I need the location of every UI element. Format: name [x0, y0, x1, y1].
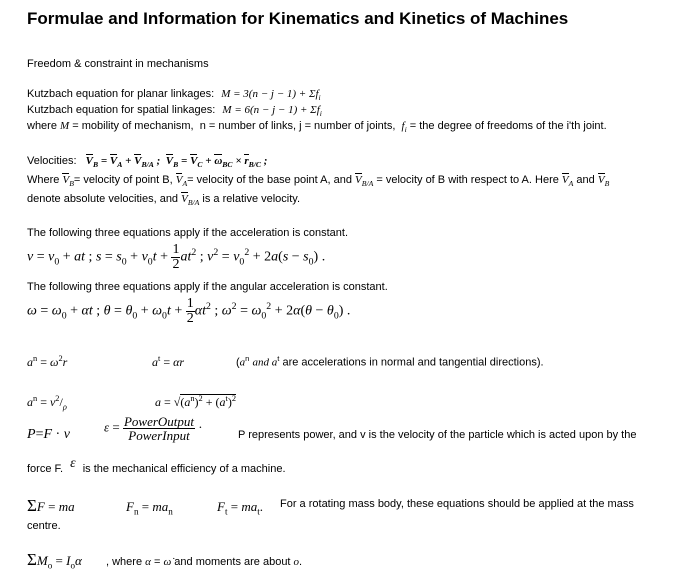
newton-equation: ΣF = ma — [27, 496, 75, 515]
power-equation: P=F · v — [27, 427, 70, 442]
const-ang-equations: $\omega = \omega_0 + \alpha t$ ; $\theta = \theta_0 + \omega_0t$ + $\frac{1}{2}$ $\alpha t^2$ ; $\omega^2 = \omega_0^2 + 2\alpha(\theta - \theta_0)$ . — [27, 296, 351, 326]
const-accel-intro: The following three equations apply if the acceleration is constant. — [27, 227, 349, 239]
efficiency-equation: ε = $\frac{\text{PowerOutput}}{\text{PowerInput}}$ · — [104, 414, 203, 443]
moment-note: , where α = ω̇ and moments are about o. — [106, 556, 303, 568]
kutzbach-planar-equation: $M = 3(n - j - 1) + \Sigma f_i$ — [221, 88, 321, 103]
kutzbach-planar-row — [27, 88, 321, 102]
newton-tangent-equation: $F_t = ma_t$. — [217, 499, 263, 517]
newton-note-2: centre. — [27, 520, 61, 532]
velocities-where-1: Where $V_B=$ velocity of point B, $V_A=$ velocity of the base point A, and $V_{B/A}$ = velocity of B with respect to A. Here $V_A$ and $V_B$ — [27, 174, 610, 189]
kutzbach-where: where M = mobility of mechanism, n = number of links, j = number of joints, $f_i$ = the degree of freedoms of the i'th joint. — [27, 120, 607, 135]
kutzbach-spatial-equation: $M = 6(n - j - 1) + \Sigma f_i$ — [222, 104, 322, 119]
newton-note-1: For a rotating mass body, these equations should be applied at the mass — [280, 498, 634, 510]
page-title: Formulae and Information for Kinematics and Kinetics of Machines — [27, 9, 569, 28]
power-note-2a: force F. — [27, 463, 64, 475]
const-accel-equations: $v = v_0$ + at ; $s = s_0 + v_0t$ + $\frac{1}{2}$ $at^2$ ; $v^2 = v_0^2 + 2a(s - s_0)$ . — [27, 242, 326, 272]
accel-normal-equation: $a^n = \omega^2r$ — [27, 354, 68, 369]
power-note-2b: is the mechanical efficiency of a machine. — [82, 463, 286, 475]
accel-tangent-equation: $a^t = \alpha r$ — [152, 354, 185, 369]
power-note-2: force F. ε is the mechanical efficiency of a machine. — [27, 456, 286, 475]
kutzbach-spatial-row — [27, 104, 322, 118]
const-ang-intro: The following three equations apply if the angular acceleration is constant. — [27, 281, 388, 293]
accel-normal-equation-2: $a^n = v^2/_\rho$ — [27, 394, 67, 412]
kutzbach-planar-label: Kutzbach equation for planar linkages: — [27, 88, 215, 100]
freedom-heading: Freedom & constraint in mechanisms — [27, 58, 209, 70]
accel-note: ($a^n$ and $a^t$ are accelerations in normal and tangential directions). — [236, 354, 544, 369]
power-note: P represents power, and v is the velocity of the particle which is acted upon by the — [238, 429, 637, 441]
velocities-label: Velocities: — [27, 155, 77, 167]
moment-equation: $\Sigma M_o = I_o\alpha$ — [27, 550, 82, 571]
velocities-where-2: denote absolute velocities, and $V_{B/A}$ is a relative velocity. — [27, 193, 301, 208]
accel-total-equation: $a = √(a^n)^2 + (a^t)^2$ — [155, 394, 237, 409]
velocities-row — [27, 155, 267, 169]
velocities-equation: $V_B = V_A + V_{B/A}$ ; $V_B = V_C + \omega_{BC} \times r_{B/C}$ ; — [85, 155, 268, 170]
newton-normal-equation: $F_n = ma_n$ — [126, 499, 173, 517]
kutzbach-spatial-label: Kutzbach equation for spatial linkages: — [27, 104, 216, 116]
